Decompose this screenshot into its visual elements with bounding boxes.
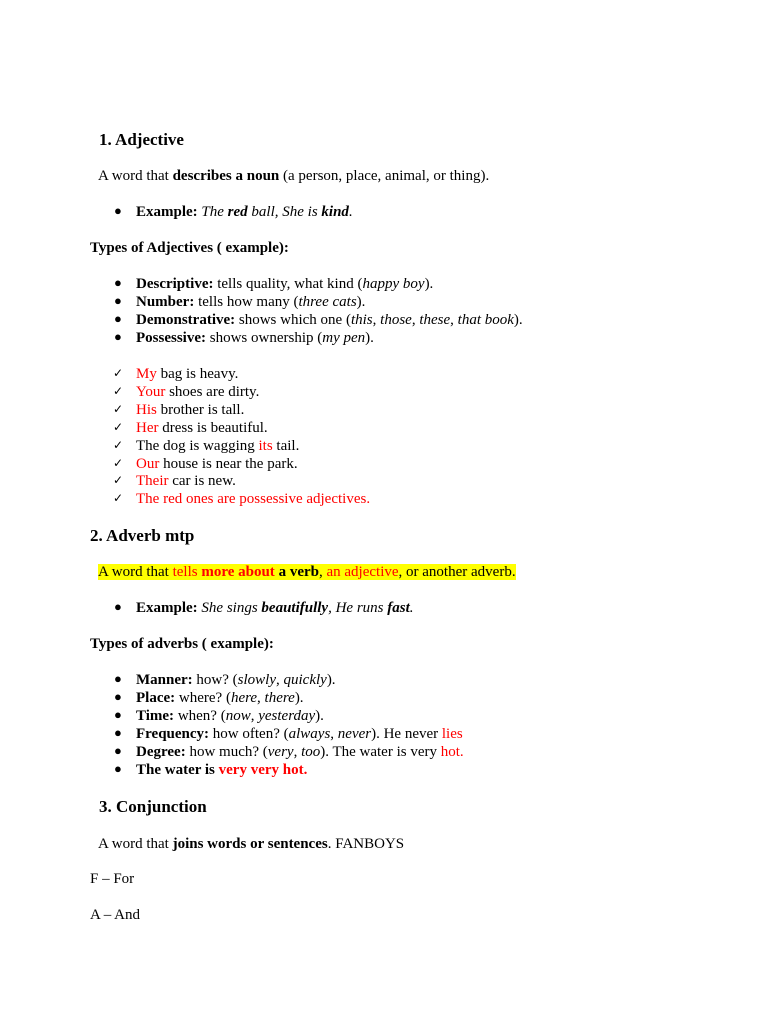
check-item bbox=[136, 490, 370, 508]
type-text: ). He never bbox=[371, 726, 442, 742]
example-text: ball, She is bbox=[247, 204, 322, 220]
bullet-dot: ● bbox=[114, 761, 122, 776]
type-example: now bbox=[225, 708, 251, 724]
type-example: too bbox=[301, 744, 321, 760]
conjunction-definition bbox=[98, 835, 404, 853]
check-text: car is new. bbox=[168, 473, 236, 489]
highlighted-definition bbox=[98, 564, 516, 580]
type-text: , bbox=[257, 690, 265, 706]
bullet-dot: ● bbox=[114, 275, 122, 290]
check-note: The red ones are possessive adjectives. bbox=[136, 491, 371, 507]
type-example: my pen bbox=[322, 330, 366, 346]
bullet-dot: ● bbox=[114, 743, 122, 758]
def-red: an adjective bbox=[326, 564, 399, 580]
type-label: Possessive: bbox=[136, 330, 206, 346]
type-text: shows which one ( bbox=[235, 312, 351, 328]
type-text: ). bbox=[424, 276, 434, 292]
adverb-type-item bbox=[136, 707, 324, 725]
bullet-dot: ● bbox=[114, 293, 122, 308]
type-text: , bbox=[372, 312, 381, 328]
def-text: A word that bbox=[98, 836, 173, 852]
def-text: A word that bbox=[98, 564, 173, 580]
type-text: when? ( bbox=[174, 708, 226, 724]
possessive-word: My bbox=[136, 366, 157, 382]
type-text: ). The water is very bbox=[320, 744, 441, 760]
adverb-type-item bbox=[136, 761, 307, 779]
type-text: tells how many ( bbox=[194, 294, 299, 310]
check-text: bag is heavy. bbox=[156, 366, 239, 382]
type-text: shows ownership ( bbox=[206, 330, 323, 346]
type-example: this bbox=[350, 312, 373, 328]
type-text: tells quality, what kind ( bbox=[213, 276, 363, 292]
check-item bbox=[136, 437, 299, 455]
type-example: here bbox=[230, 690, 258, 706]
possessive-word: His bbox=[136, 402, 157, 418]
checkmark-icon: ✓ bbox=[113, 473, 124, 487]
checkmark-icon: ✓ bbox=[113, 491, 124, 505]
type-label: The water is bbox=[136, 762, 219, 778]
fanboys-item: F – For bbox=[90, 871, 135, 887]
type-example: very bbox=[267, 744, 294, 760]
type-example: these bbox=[419, 312, 451, 328]
check-text: brother is tall. bbox=[156, 402, 245, 418]
type-example: that book bbox=[457, 312, 514, 328]
type-text: ). bbox=[326, 672, 336, 688]
bullet-dot: ● bbox=[114, 725, 122, 740]
adjective-heading: 1. Adjective bbox=[99, 130, 184, 149]
type-label: Degree: bbox=[136, 744, 186, 760]
check-text: tail. bbox=[272, 438, 300, 454]
fanboys-item: A – And bbox=[90, 907, 141, 923]
example-label: Example: bbox=[136, 204, 198, 220]
check-item bbox=[136, 383, 259, 401]
check-item bbox=[136, 472, 236, 490]
possessive-word: its bbox=[258, 438, 273, 454]
type-example: always bbox=[288, 726, 331, 742]
type-example: never bbox=[337, 726, 372, 742]
type-example: those bbox=[380, 312, 412, 328]
adjective-types-heading: Types of Adjectives ( example): bbox=[90, 240, 289, 256]
checkmark-icon: ✓ bbox=[113, 438, 124, 452]
adverb-type-item bbox=[136, 725, 463, 743]
check-text: house is near the park. bbox=[159, 456, 298, 472]
type-label: Descriptive: bbox=[136, 276, 214, 292]
def-red: tells bbox=[172, 564, 202, 580]
def-bold: describes a noun bbox=[172, 168, 280, 184]
type-text: , bbox=[330, 726, 338, 742]
red-word: hot. bbox=[440, 744, 464, 760]
type-text: how? ( bbox=[192, 672, 238, 688]
bullet-dot: ● bbox=[114, 329, 122, 344]
check-item bbox=[136, 401, 244, 419]
adjective-type-item bbox=[136, 293, 365, 311]
type-label: Frequency: bbox=[136, 726, 210, 742]
def-bold: joins words or sentences bbox=[172, 836, 328, 852]
bullet-dot: ● bbox=[114, 689, 122, 704]
type-text: ). bbox=[315, 708, 324, 724]
adjective-type-item bbox=[136, 311, 523, 329]
type-text: ). bbox=[356, 294, 366, 310]
checkmark-icon: ✓ bbox=[113, 384, 124, 398]
bullet-dot: ● bbox=[114, 671, 122, 686]
adverb-type-item bbox=[136, 743, 464, 761]
example-text: . bbox=[409, 600, 414, 616]
checkmark-icon: ✓ bbox=[113, 366, 124, 380]
example-text: . bbox=[348, 204, 353, 220]
adjective-example bbox=[136, 203, 353, 221]
example-bold: beautifully bbox=[261, 600, 329, 616]
example-bold: red bbox=[227, 204, 248, 220]
def-bold: a verb bbox=[274, 564, 319, 580]
checkmark-icon: ✓ bbox=[113, 402, 124, 416]
example-bold: fast bbox=[387, 600, 410, 616]
type-example: happy boy bbox=[362, 276, 425, 292]
def-red-bold: more about bbox=[201, 564, 275, 580]
adjective-type-item bbox=[136, 275, 433, 293]
adverb-heading: 2. Adverb mtp bbox=[90, 526, 195, 545]
adverb-definition bbox=[98, 563, 516, 581]
def-text: (a person, place, animal, or thing). bbox=[279, 168, 490, 184]
type-label: Place: bbox=[136, 690, 176, 706]
type-example: there bbox=[264, 690, 295, 706]
bullet-dot: ● bbox=[114, 311, 122, 326]
adverb-type-item bbox=[136, 689, 304, 707]
check-text: The dog is wagging bbox=[136, 438, 259, 454]
type-example: slowly bbox=[237, 672, 276, 688]
type-text: ). bbox=[294, 690, 304, 706]
red-word: lies bbox=[441, 726, 463, 742]
check-text: dress is beautiful. bbox=[158, 420, 268, 436]
def-text: , bbox=[318, 564, 327, 580]
example-label: Example: bbox=[136, 600, 198, 616]
type-text: how much? ( bbox=[185, 744, 268, 760]
check-text: shoes are dirty. bbox=[165, 384, 260, 400]
adjective-definition bbox=[98, 167, 489, 185]
bullet-dot: ● bbox=[114, 203, 122, 218]
type-label: Time: bbox=[136, 708, 175, 724]
type-text: , bbox=[276, 672, 284, 688]
type-example: yesterday bbox=[258, 708, 316, 724]
checkmark-icon: ✓ bbox=[113, 420, 124, 434]
possessive-word: Her bbox=[136, 420, 159, 436]
check-item bbox=[136, 365, 238, 383]
adverb-types-heading: Types of adverbs ( example): bbox=[90, 636, 274, 652]
type-label: Demonstrative: bbox=[136, 312, 236, 328]
type-label: Number: bbox=[136, 294, 195, 310]
bullet-dot: ● bbox=[114, 599, 122, 614]
def-text: . FANBOYS bbox=[327, 836, 405, 852]
type-label: Manner: bbox=[136, 672, 193, 688]
example-text: She sings bbox=[201, 600, 262, 616]
example-text: , He runs bbox=[328, 600, 388, 616]
def-text: , or another adverb. bbox=[398, 564, 516, 580]
possessive-word: Their bbox=[136, 473, 169, 489]
def-text: A word that bbox=[98, 168, 173, 184]
adverb-type-item bbox=[136, 671, 336, 689]
possessive-word: Our bbox=[136, 456, 160, 472]
type-text: where? ( bbox=[175, 690, 231, 706]
checkmark-icon: ✓ bbox=[113, 456, 124, 470]
example-bold: kind bbox=[321, 204, 349, 220]
possessive-word: Your bbox=[136, 384, 166, 400]
type-example: quickly bbox=[283, 672, 327, 688]
type-text: , bbox=[293, 744, 302, 760]
type-text: , bbox=[411, 312, 420, 328]
adjective-type-item bbox=[136, 329, 374, 347]
example-text: The bbox=[201, 204, 228, 220]
bullet-dot: ● bbox=[114, 707, 122, 722]
conjunction-heading: 3. Conjunction bbox=[99, 797, 207, 816]
type-text: how often? ( bbox=[209, 726, 289, 742]
check-item bbox=[136, 419, 268, 437]
type-example: three cats bbox=[298, 294, 357, 310]
adverb-example bbox=[136, 599, 414, 617]
type-text: ). bbox=[513, 312, 523, 328]
red-word: very very hot. bbox=[218, 762, 308, 778]
type-text: , bbox=[450, 312, 458, 328]
type-text: ). bbox=[365, 330, 374, 346]
check-item bbox=[136, 455, 298, 473]
type-text: , bbox=[250, 708, 259, 724]
